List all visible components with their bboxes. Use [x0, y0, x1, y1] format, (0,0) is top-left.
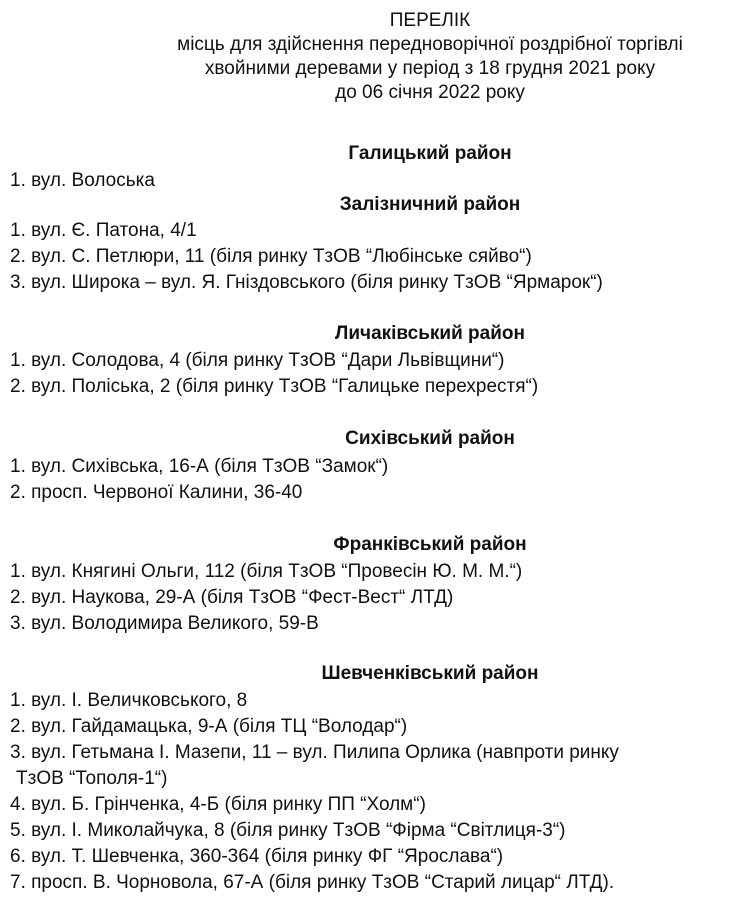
district-heading-zaliznychnyi: Залізничний район: [339, 194, 521, 215]
list-item: 1. вул. Є. Патона, 4/1: [10, 220, 197, 241]
document-title: [0, 9, 750, 105]
list-item: 4. вул. Б. Грінченка, 4-Б (біля ринку ПП “Холм“): [10, 794, 426, 815]
list-item: 1. вул. Волоська: [10, 170, 155, 191]
district-heading-halytskyi: Галицький район: [348, 143, 512, 164]
district-heading-frankivskyi: Франківський район: [333, 534, 527, 555]
list-item: 3. вул. Володимира Великого, 59-В: [10, 613, 319, 634]
list-item: 2. вул. С. Петлюри, 11 (біля ринку ТзОВ “Любінське сяйво“): [10, 246, 532, 267]
list-item: 2. вул. Гайдамацька, 9-А (біля ТЦ “Володар“): [10, 716, 408, 737]
list-item: 1. вул. Сихівська, 16-А (біля ТзОВ “Замок“): [10, 456, 389, 477]
list-item: 1. вул. І. Величковського, 8: [10, 690, 248, 711]
list-item-continuation: ТзОВ “Тополя-1“): [16, 768, 168, 789]
list-item: 1. вул. Солодова, 4 (біля ринку ТзОВ “Дари Львівщини“): [10, 350, 505, 371]
list-item: 7. просп. В. Чорновола, 67-А (біля ринку ТзОВ “Старий лицар“ ЛТД).: [10, 872, 615, 893]
list-item: 3. вул. Широка – вул. Я. Гніздовського (біля ринку ТзОВ “Ярмарок“): [10, 272, 603, 293]
title-line-3: хвойними деревами у період з 18 грудня 2021 року: [204, 58, 656, 79]
title-line-2: місць для здійснення передноворічної роздрібної торгівлі: [177, 34, 683, 55]
district-heading-lychakivskyi: Личаківський район: [335, 323, 525, 344]
list-item: 5. вул. І. Миколайчука, 8 (біля ринку ТзОВ “Фірма “Світлиця-3“): [10, 820, 566, 841]
list-item: 6. вул. Т. Шевченка, 360-364 (біля ринку ФГ “Ярослава“): [10, 846, 504, 867]
district-heading-sykhivskyi: Сихівський район: [345, 428, 515, 449]
list-item: 2. просп. Червоної Калини, 36-40: [10, 482, 303, 503]
title-line-4: до 06 січня 2022 року: [335, 82, 525, 103]
list-item: 3. вул. Гетьмана І. Мазепи, 11 – вул. Пилипа Орлика (навпроти ринку: [10, 742, 619, 763]
list-item: 2. вул. Поліська, 2 (біля ринку ТзОВ “Галицьке перехрестя“): [10, 376, 539, 397]
title-line-1: ПЕРЕЛІК: [389, 10, 471, 31]
list-item: 2. вул. Наукова, 29-А (біля ТзОВ “Фест-Вест“ ЛТД): [10, 587, 454, 608]
district-heading-shevchenkivskyi: Шевченківський район: [321, 663, 539, 684]
list-item: 1. вул. Княгині Ольги, 112 (біля ТзОВ “Провесін Ю. М. М.“): [10, 561, 523, 582]
